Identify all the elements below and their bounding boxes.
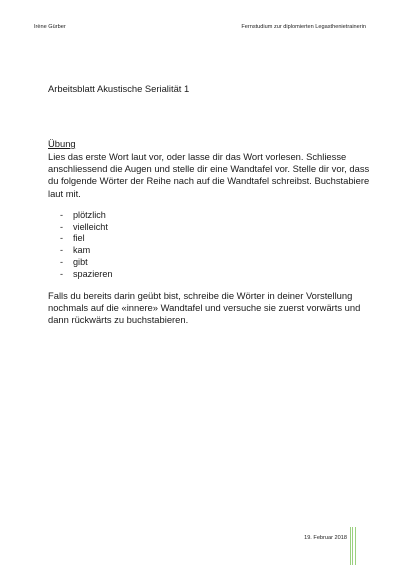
list-item <box>60 245 112 257</box>
list-item <box>60 257 112 269</box>
footer-date: 19. Februar 2018 <box>304 535 347 541</box>
list-item <box>60 210 112 222</box>
accent-bar <box>355 527 356 565</box>
word-list <box>60 210 112 280</box>
word-text: kam <box>73 245 91 256</box>
list-dash: - <box>60 221 64 232</box>
footer-accent-bars <box>350 527 357 565</box>
list-item <box>60 233 112 245</box>
follow-up-instructions: Falls du bereits darin geübt bist, schreibe die Wörter in deiner Vorstellung nochmals auf die «innere» Wandtafel und versuche sie zuerst vorwärts und dann rückwärts zu buchstabieren. <box>48 290 361 326</box>
list-dash: - <box>60 210 64 220</box>
word-text: vielleicht <box>73 221 108 232</box>
list-item <box>60 222 112 234</box>
exercise-instructions: Lies das erste Wort laut vor, oder lasse dir das Wort vorlesen. Schliesse anschliessend die Augen und stelle dir eine Wandtafel vor. Stelle dir vor, dass du folgende Wörter der Reihe nach auf die Wandtafel schreibst. Buchstabiere laut mit. <box>48 151 370 199</box>
accent-bar <box>350 527 351 565</box>
header-course: Fernstudium zur diplomierten Legasthenietrainerin <box>241 24 366 30</box>
list-dash: - <box>60 233 64 244</box>
word-text: plötzlich <box>73 210 106 220</box>
list-dash: - <box>60 245 64 256</box>
word-text: gibt <box>73 256 88 267</box>
accent-bar <box>352 527 353 565</box>
exercise-heading: Übung <box>48 138 76 149</box>
header-author: Irène Gürber <box>34 24 66 30</box>
page-header <box>34 22 366 32</box>
word-text: spazieren <box>73 268 113 279</box>
list-item <box>60 269 112 281</box>
worksheet-title: Arbeitsblatt Akustische Serialität 1 <box>48 83 190 94</box>
word-text: fiel <box>73 233 85 244</box>
list-dash: - <box>60 268 64 279</box>
list-dash: - <box>60 256 64 267</box>
